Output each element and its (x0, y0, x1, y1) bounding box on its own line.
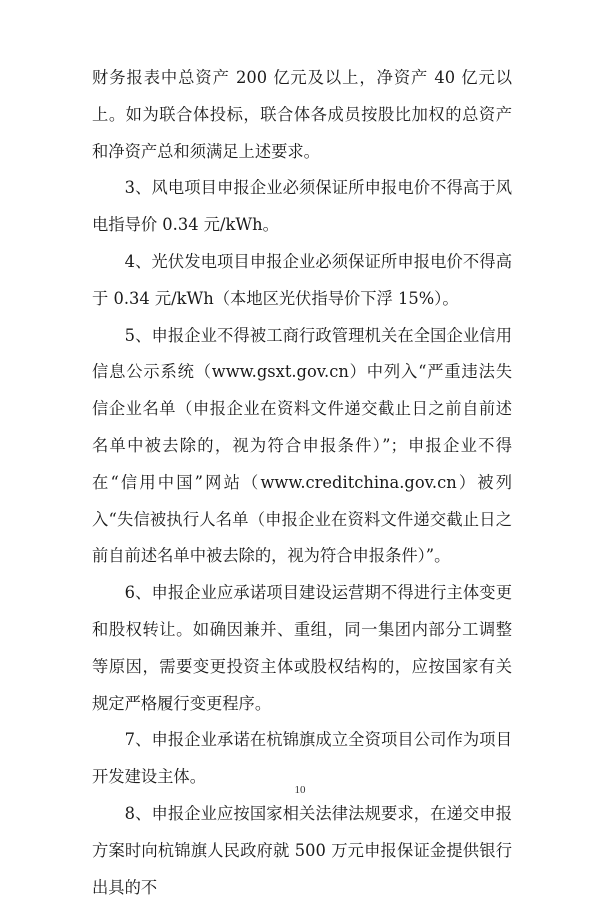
paragraph-item-7-project-company: 7、申报企业承诺在杭锦旗成立全资项目公司作为项目开发建设主体。 (92, 730, 512, 787)
paragraph-item-4-solar-price: 4、光伏发电项目申报企业必须保证所申报电价不得高于 0.34 元/kWh（本地区光伏指导价下浮 15%）。 (92, 251, 512, 308)
document-body (92, 60, 512, 906)
paragraph-assets-requirement: 财务报表中总资产 200 亿元及以上，净资产 40 亿元以上。如为联合体投标，联合体各成员按股比加权的总资产和净资产总和须满足上述要求。 (92, 68, 512, 161)
paragraph-item-5-credit: 5、申报企业不得被工商行政管理机关在全国企业信用信息公示系统（www.gsxt.gov.cn）中列入“严重违法失信企业名单（申报企业在资料文件递交截止日之前自前述名单中被去除的，视为符合申报条件）”；申报企业不得在“信用中国”网站（www.creditchina.gov.cn）被列入“失信被执行人名单（申报企业在资料文件递交截止日之前自前述名单中被去除的，视为符合申报条件）”。 (92, 325, 512, 566)
paragraph-item-6-equity: 6、申报企业应承诺项目建设运营期不得进行主体变更和股权转让。如确因兼并、重组，同一集团内部分工调整等原因，需要变更投资主体或股权结构的，应按国家有关规定严格履行变更程序。 (92, 583, 512, 713)
paragraph-item-8-deposit: 8、申报企业应按国家相关法律法规要求，在递交申报方案时向杭锦旗人民政府就 500 万元申报保证金提供银行出具的不 (92, 803, 512, 897)
paragraph-item-3-wind-price: 3、风电项目申报企业必须保证所申报电价不得高于风电指导价 0.34 元/kWh。 (92, 178, 512, 235)
page-number: 10 (294, 784, 306, 796)
